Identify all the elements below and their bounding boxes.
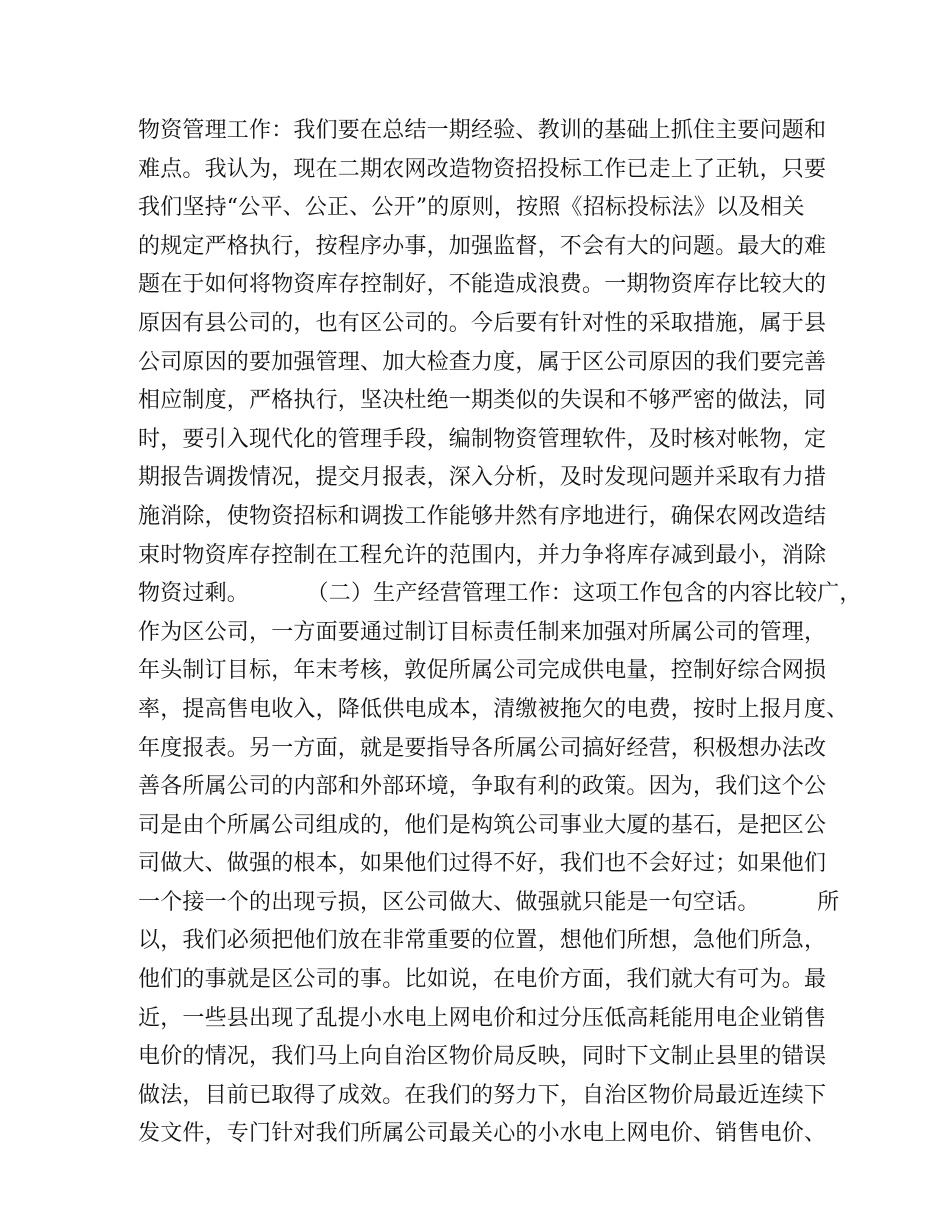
text-line: 施消除，使物资招标和调拨工作能够井然有序地进行，确保农网改造结 [138, 503, 827, 529]
text-line: 难点。我认为，现在二期农网改造物资招投标工作已走上了正轨，只要 [138, 156, 827, 182]
text-line: 的规定严格执行，按程序办事，加强监督，不会有大的问题。最大的难 [138, 233, 827, 259]
text-line: 他们的事就是区公司的事。比如说，在电价方面，我们就大有可为。最 [138, 967, 827, 993]
text-line: 相应制度，严格执行，坚决杜绝一期类似的失误和不够严密的做法，同 [138, 388, 827, 414]
text-line: 司是由个所属公司组成的，他们是构筑公司事业大厦的基石，是把区公 [138, 812, 827, 838]
text-line: 期报告调拨情况，提交月报表，深入分析，及时发现问题并采取有力措 [138, 465, 827, 491]
text-line: 束时物资库存控制在工程允许的范围内，并力争将库存减到最小，消除 [138, 542, 827, 568]
text-line: 善各所属公司的内部和外部环境，争取有利的政策。因为，我们这个公 [138, 774, 827, 800]
text-line: 物资管理工作：我们要在总结一期经验、教训的基础上抓住主要问题和 [138, 118, 827, 143]
text-line: 公司原因的要加强管理、加大检查力度，属于区公司原因的我们要完善 [138, 349, 827, 375]
text-line: 作为区公司，一方面要通过制订目标责任制来加强对所属公司的管理， [138, 619, 827, 645]
text-line: 近，一些县出现了乱提小水电上网电价和过分压低高耗能用电企业销售 [138, 1005, 827, 1031]
text-line: 时，要引入现代化的管理手段，编制物资管理软件，及时核对帐物，定 [138, 426, 827, 452]
text-line: 司做大、做强的根本，如果他们过得不好，我们也不会好过；如果他们 [138, 851, 827, 877]
text-line: 一个接一个的出现亏损，区公司做大、做强就只能是一句空话。 所 [138, 889, 840, 915]
text-line: 我们坚持“公平、公正、公开”的原则，按照《招标投标法》以及相关 [138, 195, 805, 221]
body-text [138, 112, 862, 1154]
text-line: 年度报表。另一方面，就是要指导各所属公司搞好经营，积极想办法改 [138, 735, 827, 761]
text-line: 年头制订目标，年末考核，敦促所属公司完成供电量，控制好综合网损 [138, 658, 827, 684]
text-line: 以，我们必须把他们放在非常重要的位置，想他们所想，急他们所急， [138, 928, 827, 954]
text-line: 做法，目前已取得了成效。在我们的努力下，自治区物价局最近连续下 [138, 1082, 827, 1108]
text-line: 原因有县公司的，也有区公司的。今后要有针对性的采取措施，属于县 [138, 310, 827, 336]
text-line: 发文件，专门针对我们所属公司最关心的小水电上网电价、销售电价、 [138, 1121, 827, 1147]
text-line: 题在于如何将物资库存控制好，不能造成浪费。一期物资库存比较大的 [138, 272, 827, 298]
text-line: 物资过剩。 （二）生产经营管理工作：这项工作包含的内容比较广， [138, 581, 862, 607]
text-line: 率，提高售电收入，降低供电成本，清缴被拖欠的电费，按时上报月度、 [138, 696, 849, 722]
text-line: 电价的情况，我们马上向自治区物价局反映，同时下文制止县里的错误 [138, 1044, 827, 1070]
